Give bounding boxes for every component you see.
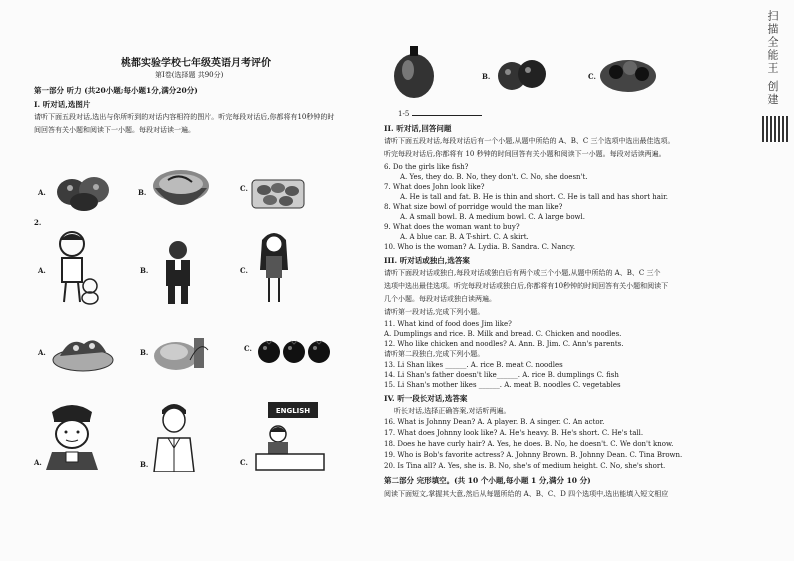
cookies-image (54, 170, 114, 212)
man-in-suit-image (158, 238, 198, 306)
section3-instructions: 请听下面段对话或独白,每段对话或独白后有两个或三个小题,从题中所给的 A、B、C 三个 (384, 269, 661, 277)
question-12: 12. Who like chicken and noodles? A. Ann. B. Jim. C. Ann's parents. (384, 340, 624, 348)
section3-sub1: 请听第一段对话,完成下列小题。 (384, 308, 485, 316)
dumplings-plate-image (250, 174, 306, 212)
question-8-options: A. A small bowl. B. A medium bowl. C. A large bowl. (400, 213, 585, 221)
question-11: 11. What kind of food does Jim like? (384, 320, 512, 328)
section1-heading: I. 听对话,选图片 (34, 100, 91, 109)
tomatoes-image (256, 336, 334, 366)
section3-heading: III. 听对话或独白,选答案 (384, 256, 470, 265)
q3-option-a: A. (38, 348, 46, 357)
exam-subtitle: 第Ⅰ卷(选择题 共90分) (155, 71, 224, 79)
english-sign-text: ENGLISH (275, 407, 311, 415)
question-9-options: A. A blue car. B. A T-shirt. C. A skirt. (400, 233, 529, 241)
question-14: 14. Li Shan's father doesn't like______. A. rice B. dumplings C. fish (384, 371, 619, 379)
q4-option-c: C. (240, 458, 248, 467)
section4-heading: IV. 听一段长对话,选答案 (384, 394, 468, 403)
question-15: 15. Li Shan's mother likes ______. A. meat B. noodles C. vegetables (384, 381, 621, 389)
top-option-c: C. (588, 72, 596, 81)
question-9: 9. What does the woman want to buy? (384, 223, 520, 231)
eggplant-image (388, 40, 440, 102)
section4-instructions: 听长对话,选择正确答案,对话听两遍。 (394, 407, 511, 415)
section1-instructions: 请听下面五段对话,选出与你所听到的对话内容相符的图片。听完每段对话后,你都将有10秒钟的时 (34, 113, 335, 121)
question-7-options: A. He is tall and fat. B. He is thin and short. C. He is tall and has short hair. (400, 193, 668, 201)
girl-with-cat-image (50, 228, 102, 308)
answer-line (398, 109, 482, 119)
qr-code-icon (762, 116, 788, 142)
q2-option-a: A. (38, 266, 46, 275)
question-7: 7. What does John look like? (384, 183, 485, 191)
question-8: 8. What size bowl of porridge would the man like? (384, 203, 563, 211)
section3-sub2: 请听第二段独白,完成下列小题。 (384, 350, 485, 358)
answer-line-label: 1-5 (398, 110, 410, 118)
part1-heading: 第一部分 听力 (共20小题;每小题1分,满分20分) (34, 86, 198, 95)
doctor-image (148, 398, 200, 472)
q1-option-b: B. (138, 188, 147, 197)
teacher-classroom-image (254, 400, 326, 472)
answer-blank[interactable] (412, 109, 482, 116)
q2-number: 2. (34, 218, 42, 227)
section3-instructions-2: 选项中选出最佳选项。听完每段对话或独白后,你都将有10秒钟的时间回答有关小题和阅读下 (384, 282, 669, 290)
section1-instructions-2: 间回答有关小题和阅读下一小题。每段对话读一遍。 (34, 126, 195, 134)
q2-option-c: C. (240, 266, 248, 275)
top-option-b: B. (482, 72, 491, 81)
question-11-options: A. Dumplings and rice. B. Milk and bread. C. Chicken and noodles. (384, 330, 622, 338)
question-18: 18. Does he have curly hair? A. Yes, he does. B. No, he doesn't. C. We don't know. (384, 440, 674, 448)
q3-option-b: B. (140, 348, 149, 357)
q1-option-c: C. (240, 184, 248, 193)
scanner-watermark: 扫描全能王 创建 (766, 10, 779, 107)
section2-heading: II. 听对话,回答问题 (384, 124, 452, 133)
question-16: 16. What is Johnny Dean? A. A player. B. A singer. C. An actor. (384, 418, 605, 426)
part2-heading: 第二部分 完形填空。(共 10 个小题,每小题 1 分,满分 10 分) (384, 476, 591, 485)
q4-option-a: A. (34, 458, 42, 467)
police-officer-image (40, 398, 104, 470)
question-6-options: A. Yes, they do. B. No, they don't. C. No, she doesn't. (400, 173, 588, 181)
bowl-image (150, 164, 212, 216)
q4-option-b: B. (140, 460, 149, 469)
bread-milk-image (150, 330, 210, 374)
q2-option-b: B. (140, 266, 149, 275)
section2-instructions-2: 听完每段对话后,你都将有 10 秒钟的时间回答有关小题和阅读下一小题。每段对话读两遍。 (384, 150, 666, 158)
long-hair-girl-image (254, 230, 294, 306)
fruit-basket-image (598, 52, 658, 94)
meat-dish-image (50, 330, 116, 374)
section2-instructions: 请听下面五段对话,每段对话后有一个小题,从题中所给的 A、B、C 三个选项中选出最佳选项。 (384, 137, 675, 145)
part2-instructions: 阅读下面短文,掌握其大意,然后从每题所给的 A、B、C、D 四个选项中,选出能填入短文相应 (384, 490, 669, 498)
q1-option-a: A. (38, 188, 46, 197)
apples-image (496, 52, 548, 94)
question-10: 10. Who is the woman? A. Lydia. B. Sandra. C. Nancy. (384, 243, 576, 251)
q3-option-c: C. (244, 344, 252, 353)
section3-instructions-3: 几个小题。每段对话或独白读两遍。 (384, 295, 496, 303)
exam-title: 桃都实验学校七年级英语月考评价 (121, 58, 271, 69)
question-17: 17. What does Johnny look like? A. He's heavy. B. He's short. C. He's tall. (384, 429, 644, 437)
question-19: 19. Who is Bob's favorite actress? A. Johnny Brown. B. Johnny Dean. C. Tina Brown. (384, 451, 683, 459)
question-13: 13. Li Shan likes ______. A. rice B. meat C. noodles (384, 361, 563, 369)
question-20: 20. Is Tina all? A. Yes, she is. B. No, she's of medium height. C. No, she's short. (384, 462, 666, 470)
question-6: 6. Do the girls like fish? (384, 163, 469, 171)
